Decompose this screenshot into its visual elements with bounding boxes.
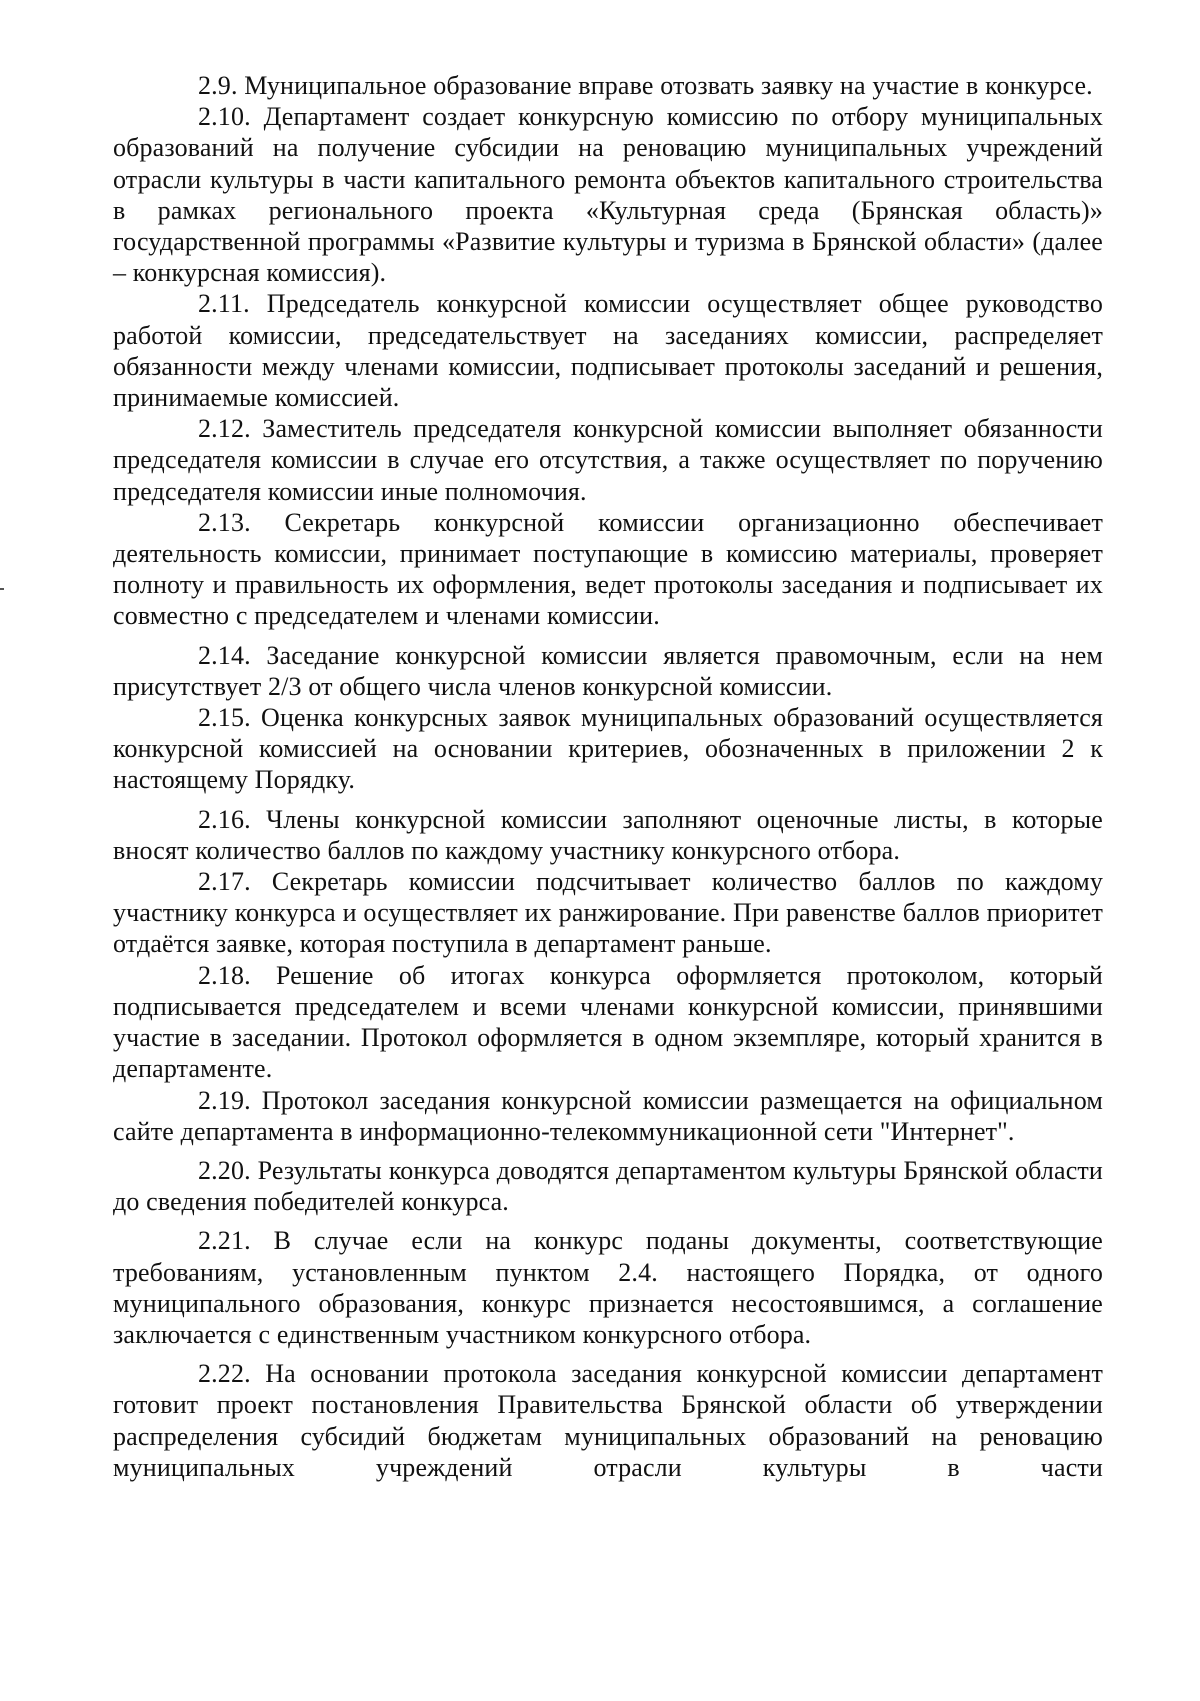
document-page xyxy=(113,70,1103,1483)
paragraph-2-11: 2.11. Председатель конкурсной комиссии осуществляет общее руководство работой комиссии, председательствует на заседаниях комиссии, распределяет обязанности между членами комиссии, подписывает протоколы заседаний и решения, принимаемые комиссией. xyxy=(113,289,1103,413)
paragraph-2-15: 2.15. Оценка конкурсных заявок муниципальных образований осуществляется конкурсной комиссией на основании критериев, обозначенных в приложении 2 к настоящему Порядку. xyxy=(113,703,1103,795)
paragraph-2-21: 2.21. В случае если на конкурс поданы документы, соответствующие требованиям, установленным пунктом 2.4. настоящего Порядка, от одного муниципального образования, конкурс признается несостоявшимся, а соглашение заключается с единственным участником конкурсного отбора. xyxy=(113,1226,1103,1349)
paragraph-2-22: 2.22. На основании протокола заседания конкурсной комиссии департамент готовит проект постановления Правительства Брянской области об утверждении распределения субсидий бюджетам муниципальных образований на реновацию муниципальных учреждений отрасли культуры в части xyxy=(113,1359,1103,1482)
paragraph-2-20: 2.20. Результаты конкурса доводятся департаментом культуры Брянской области до сведения победителей конкурса. xyxy=(113,1155,1103,1217)
paragraph-2-18: 2.18. Решение об итогах конкурса оформляется протоколом, который подписывается председателем и всеми членами конкурсной комиссии, принявшими участие в заседании. Протокол оформляется в одном экземпляре, который хранится в департаменте. xyxy=(113,960,1103,1084)
paragraph-2-19: 2.19. Протокол заседания конкурсной комиссии размещается на официальном сайте департамента в информационно-телекоммуникационной сети "Интернет". xyxy=(113,1085,1103,1146)
paragraph-2-13: 2.13. Секретарь конкурсной комиссии организационно обеспечивает деятельность комиссии, принимает поступающие в комиссию материалы, проверяет полноту и правильность их оформления, ведет протоколы заседания и подписывает их совместно с председателем и членами комиссии. xyxy=(113,507,1103,631)
paragraph-2-9: 2.9. Муниципальное образование вправе отозвать заявку на участие в конкурсе. xyxy=(198,71,1093,100)
paragraph-2-14: 2.14. Заседание конкурсной комиссии является правомочным, если на нем присутствует 2/3 от общего числа членов конкурсной комиссии. xyxy=(113,640,1103,701)
paragraph-2-12: 2.12. Заместитель председателя конкурсной комиссии выполняет обязанности председателя комиссии в случае его отсутствия, а также осуществляет по поручению председателя комиссии иные полномочия. xyxy=(113,414,1103,506)
paragraph-2-10: 2.10. Департамент создает конкурсную комиссию по отбору муниципальных образований на получение субсидии на реновацию муниципальных учреждений отрасли культуры в части капитального ремонта объектов капитального строительства в рамках регионального проекта «Культурная среда (Брянская область)» государственной программы «Развитие культуры и туризма в Брянской области» (далее – конкурсная комиссия). xyxy=(113,102,1103,288)
scan-margin-mark xyxy=(0,588,4,590)
paragraph-2-17: 2.17. Секретарь комиссии подсчитывает количество баллов по каждому участнику конкурса и осуществляет их ранжирование. При равенстве баллов приоритет отдаётся заявке, которая поступила в департамент раньше. xyxy=(113,867,1103,959)
paragraph-2-16: 2.16. Члены конкурсной комиссии заполняют оценочные листы, в которые вносят количество баллов по каждому участнику конкурсного отбора. xyxy=(113,804,1103,865)
